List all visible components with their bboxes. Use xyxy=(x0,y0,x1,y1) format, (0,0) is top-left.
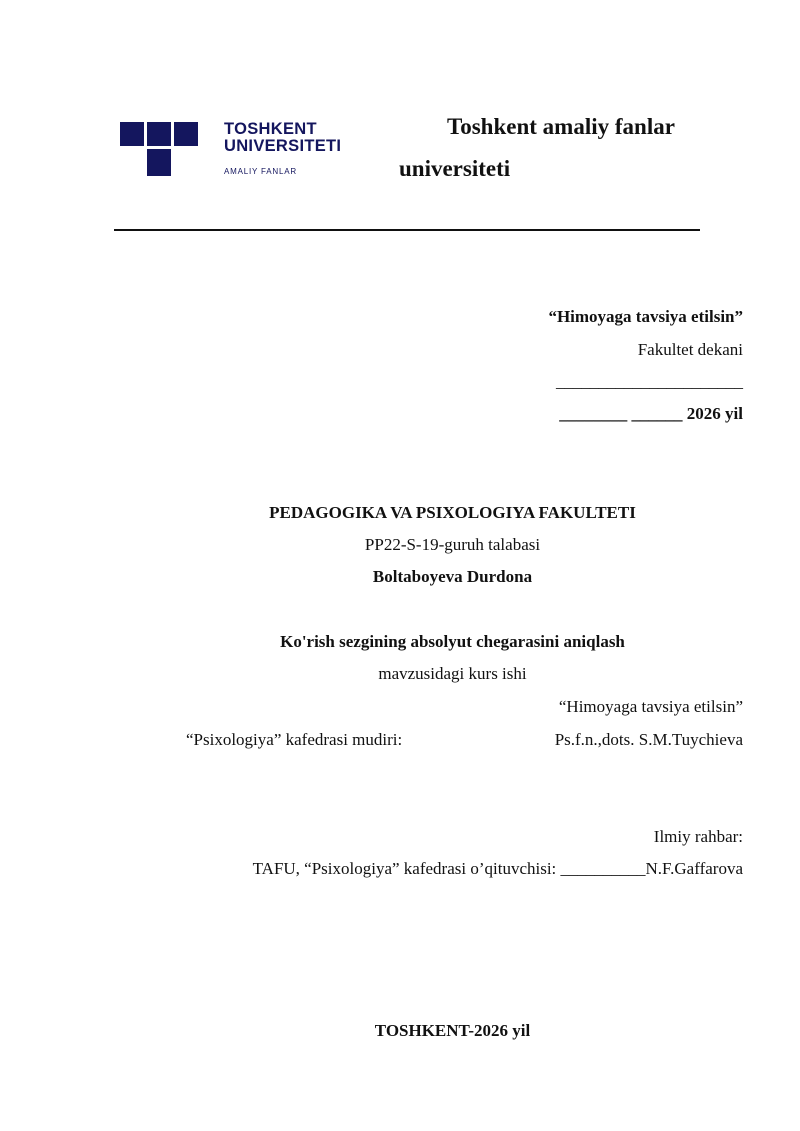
logo-text-line1: TOSHKENT xyxy=(224,120,317,138)
header-divider xyxy=(114,229,700,231)
approval-role: Fakultet dekani xyxy=(637,340,743,359)
approval-date-line: ________ ______ 2026 yil xyxy=(559,404,743,423)
student-group: PP22-S-19-guruh talabasi xyxy=(364,535,541,554)
footer-city-year: TOSHKENT-2026 yil xyxy=(374,1021,531,1040)
university-logo xyxy=(118,120,358,180)
header-title-line2: universiteti xyxy=(399,156,511,181)
logo-square-3 xyxy=(174,122,198,146)
logo-text-line3: AMALIY FANLAR xyxy=(224,167,297,176)
logo-square-1 xyxy=(120,122,144,146)
coursework-topic: Ko'rish sezgining absolyut chegarasini aniqlash xyxy=(280,632,625,651)
header-title-line1: Toshkent amaliy fanlar xyxy=(447,114,675,139)
department-head-name: Ps.f.n.,dots. S.M.Tuychieva xyxy=(554,730,743,749)
logo-text-line2: UNIVERSITETI xyxy=(224,137,342,155)
supervisor-line: TAFU, “Psixologiya” kafedrasi o’qituvchisi: __________N.F.Gaffarova xyxy=(252,859,743,878)
supervisor-label: Ilmiy rahbar: xyxy=(653,827,743,846)
approval-signature-line: ______________________ xyxy=(556,372,743,391)
student-name: Boltaboyeva Durdona xyxy=(372,567,533,586)
faculty-title: PEDAGOGIKA VA PSIXOLOGIYA FAKULTETI xyxy=(269,503,636,522)
logo-square-4 xyxy=(147,149,171,176)
department-head-label: “Psixologiya” kafedrasi mudiri: xyxy=(186,730,403,749)
department-recommend: “Himoyaga tavsiya etilsin” xyxy=(558,697,743,716)
logo-square-2 xyxy=(147,122,171,146)
approval-label: “Himoyaga tavsiya etilsin” xyxy=(548,307,743,326)
coursework-topic-suffix: mavzusidagi kurs ishi xyxy=(378,664,527,683)
